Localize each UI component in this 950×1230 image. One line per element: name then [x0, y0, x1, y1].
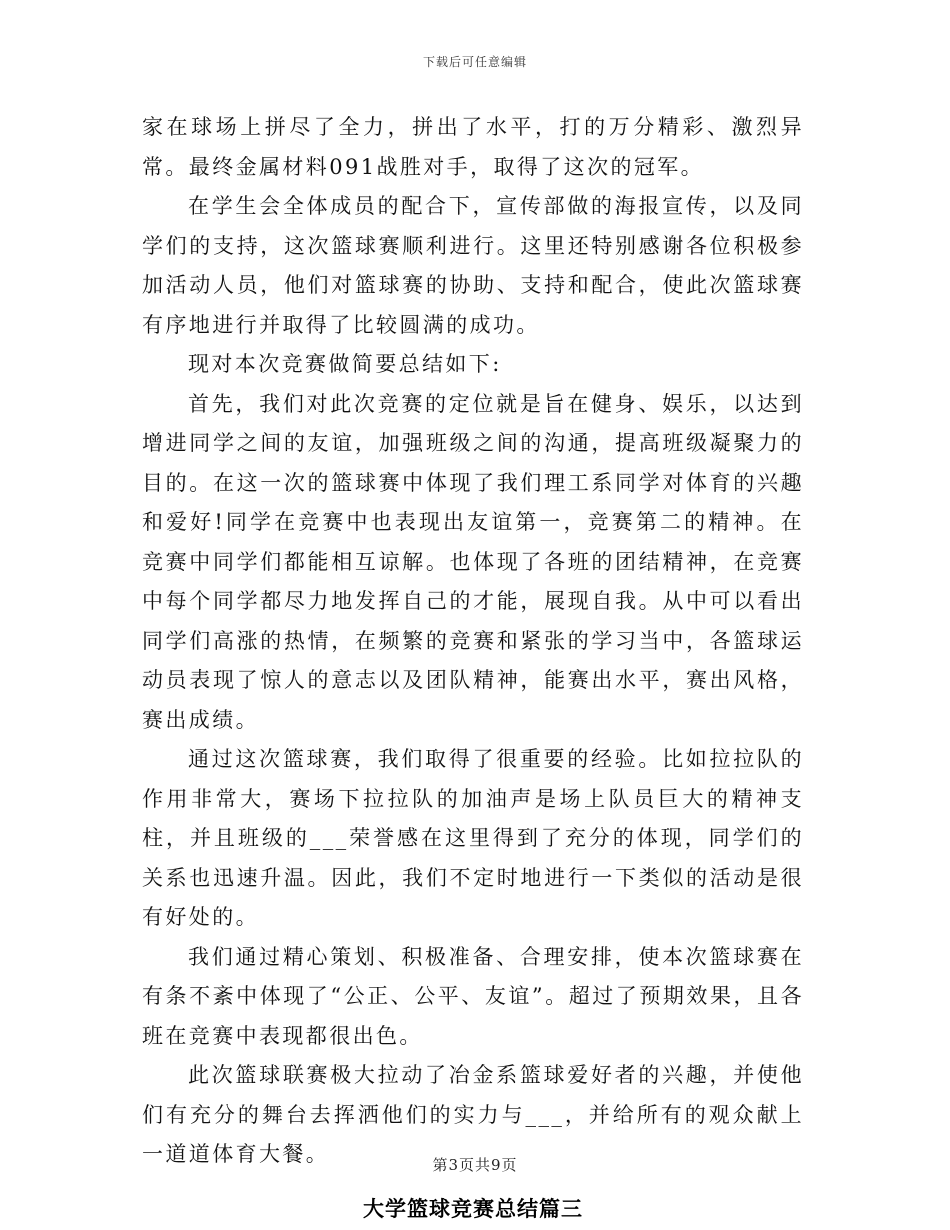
paragraph-planning: 我们通过精心策划、积极准备、合理安排，使本次篮球赛在有条不紊中体现了“公正、公平、友谊”。超过了预期效果，且各班在竞赛中表现都很出色。: [142, 944, 804, 1048]
header-note: 下载后可任意编辑: [422, 55, 527, 69]
paragraph-first-point: 首先，我们对此次竞赛的定位就是旨在健身、娱乐，以达到增进同学之间的友谊，加强班级之间的沟通，提高班级凝聚力的目的。在这一次的篮球赛中体现了我们理工系同学对体育的兴趣和爱好!同学在竞赛中也表现出友谊第一，竞赛第二的精神。在竞赛中同学们都能相互谅解。也体现了各班的团结精神，在竞赛中每个同学都尽力地发挥自己的才能，展现自我。从中可以看出同学们高涨的热情，在频繁的竞赛和紧张的学习当中，各篮球运动员表现了惊人的意志以及团队精神，能赛出水平，赛出风格，赛出成绩。: [142, 391, 804, 732]
paragraph-thanks: 在学生会全体成员的配合下，宣传部做的海报宣传，以及同学们的支持，这次篮球赛顺利进行。这里还特别感谢各位积极参加活动人员，他们对篮球赛的协助、支持和配合，使此次篮球赛有序地进行并取得了比较圆满的成功。: [142, 194, 804, 337]
page-number-footer: 第3页共9页: [432, 1156, 518, 1174]
section-heading: 大学篮球竞赛总结篇三: [363, 1195, 583, 1221]
paragraph-summary-intro: 现对本次竞赛做简要总结如下:: [188, 352, 502, 376]
paragraph-conclusion: 此次篮球联赛极大拉动了冶金系篮球爱好者的兴趣，并使他们有充分的舞台去挥洒他们的实力与___，并给所有的观众献上一道道体育大餐。: [142, 1063, 804, 1166]
document-body: [142, 108, 804, 1229]
paragraph-experience: 通过这次篮球赛，我们取得了很重要的经验。比如拉拉队的作用非常大，赛场下拉拉队的加油声是场上队员巨大的精神支柱，并且班级的___荣誉感在这里得到了充分的体现，同学们的关系也迅速升温。因此，我们不定时地进行一下类似的活动是很有好处的。: [142, 747, 804, 929]
paragraph-continuation: 家在球场上拼尽了全力，拼出了水平，打的万分精彩、激烈异常。最终金属材料091战胜对手，取得了这次的冠军。: [142, 115, 804, 179]
